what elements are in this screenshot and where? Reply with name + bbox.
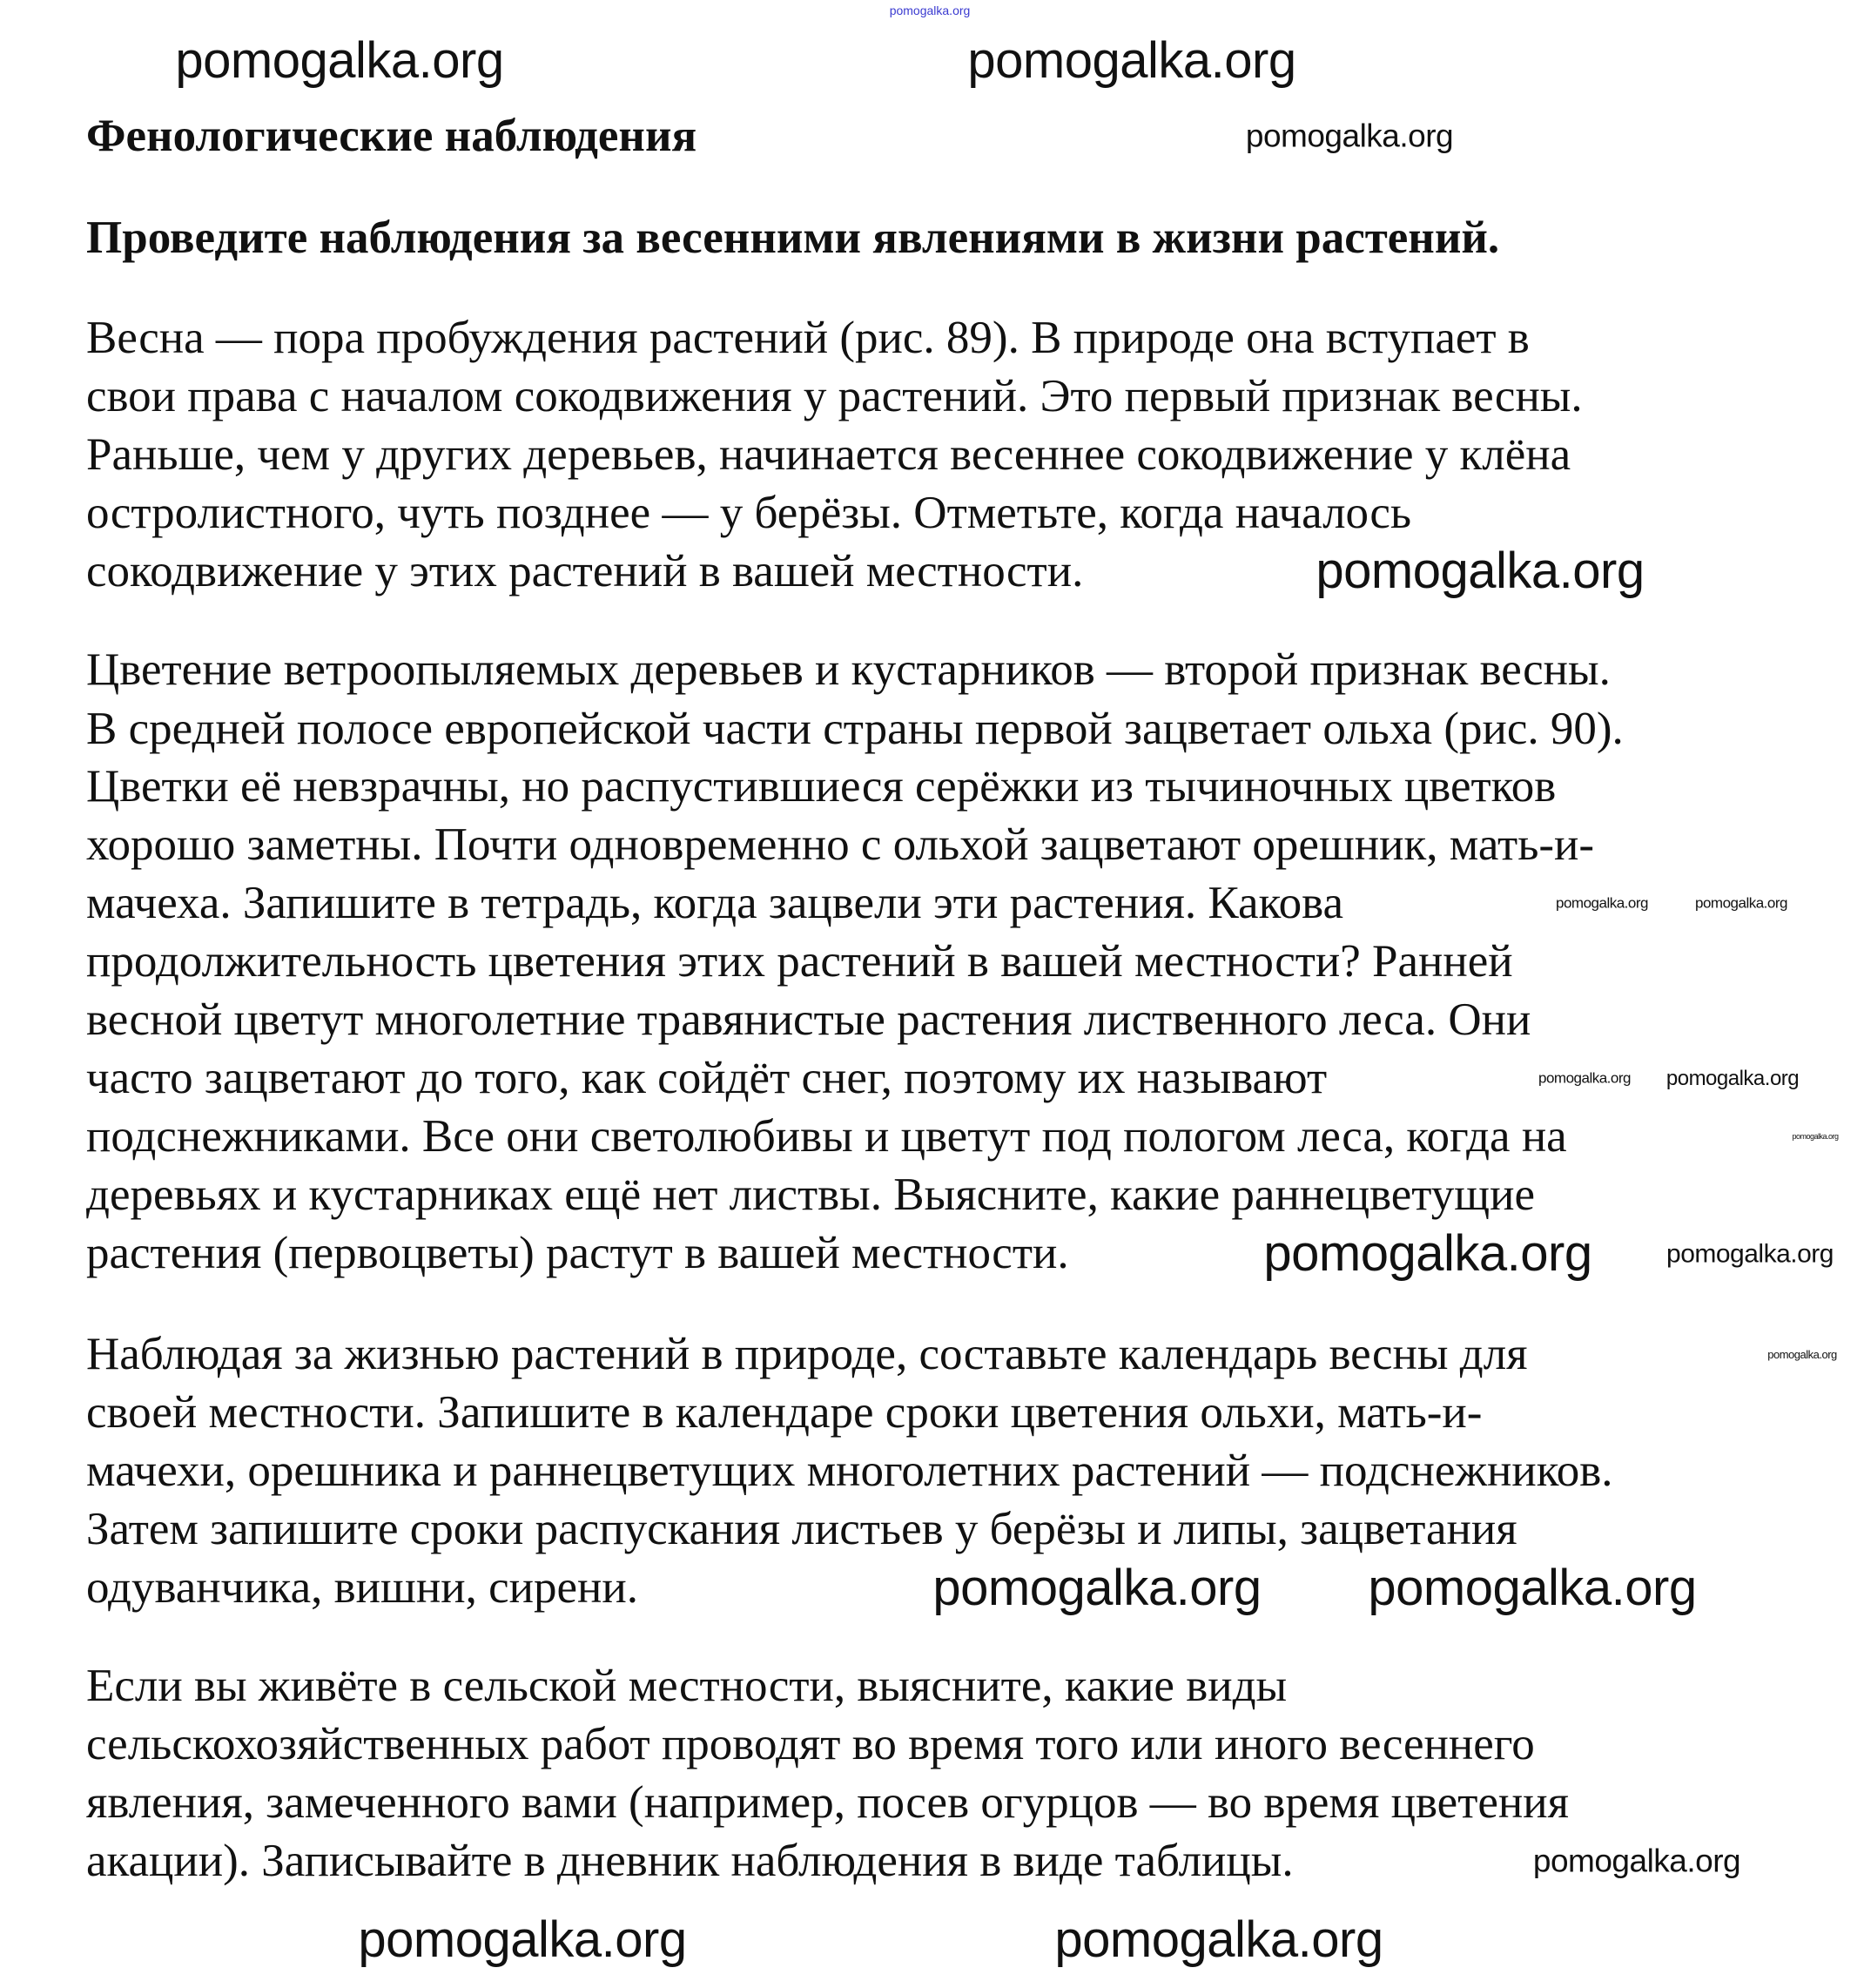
watermark: pomogalka.org (967, 32, 1296, 90)
text-line: Цветение ветроопыляемых деревьев и кустарников — второй признак весны. (86, 644, 1611, 695)
text-line: Затем запишите сроки распускания листьев у берёзы и липы, зацветания (86, 1504, 1517, 1554)
watermark: pomogalka.org (932, 1560, 1262, 1617)
text-line: мачеха. Запишите в тетрадь, когда зацвели эти растения. Какова (86, 878, 1343, 928)
watermark: pomogalka.org (1665, 1066, 1800, 1090)
watermark: pomogalka.org (1245, 118, 1454, 154)
watermark: pomogalka.org (1538, 1069, 1631, 1087)
text-line: подснежниками. Все они светолюбивы и цветут под пологом леса, когда на (86, 1111, 1567, 1162)
header-watermark: pomogalka.org (889, 3, 971, 17)
task-heading: Проведите наблюдения за весенними явлениями в жизни растений. (86, 212, 1500, 263)
text-line: хорошо заметны. Почти одновременно с ольхой зацветают орешник, мать-и- (86, 819, 1595, 870)
text-line: весной цветут многолетние травянистые растения лиственного леса. Они (86, 994, 1531, 1045)
watermark: pomogalka.org (1368, 1560, 1697, 1617)
text-line: своей местности. Запишите в календаре сроки цветения ольхи, мать-и- (86, 1387, 1483, 1438)
text-line: сельскохозяйственных работ проводят во время того или иного весеннего (86, 1719, 1535, 1769)
watermark: pomogalka.org (175, 32, 504, 90)
watermark: pomogalka.org (1767, 1347, 1837, 1361)
text-line: свои права с началом сокодвижения у растений. Это первый признак весны. (86, 371, 1583, 421)
text-line: сокодвижение у этих растений в вашей местности. (86, 546, 1084, 596)
text-line: Весна — пора пробуждения растений (рис. 89). В природе она вступает в (86, 313, 1530, 363)
text-line: часто зацветают до того, как сойдёт снег, поэтому их называют (86, 1053, 1328, 1103)
watermark: pomogalka.org (1792, 1132, 1839, 1142)
watermark: pomogalka.org (358, 1911, 687, 1969)
text-line: деревьях и кустарниках ещё нет листвы. Выясните, какие раннецветущие (86, 1169, 1535, 1220)
text-line: продолжительность цветения этих растений в вашей местности? Ранней (86, 936, 1513, 987)
watermark: pomogalka.org (1316, 542, 1645, 600)
watermark: pomogalka.org (1695, 894, 1787, 912)
watermark: pomogalka.org (1666, 1239, 1834, 1269)
text-line: Цветки её невзрачны, но распустившиеся серёжки из тычиночных цветков (86, 761, 1557, 812)
text-line: мачехи, орешника и раннецветущих многолетних растений — подснежников. (86, 1446, 1613, 1496)
text-line: растения (первоцветы) растут в вашей местности. (86, 1228, 1069, 1278)
watermark: pomogalka.org (1054, 1911, 1383, 1969)
text-line: одуванчика, вишни, сирени. (86, 1562, 638, 1613)
page-title: Фенологические наблюдения (86, 111, 697, 161)
text-line: акации). Записывайте в дневник наблюдения в виде таблицы. (86, 1836, 1294, 1886)
watermark: pomogalka.org (1556, 894, 1648, 912)
text-line: остролистного, чуть позднее — у берёзы. Отметьте, когда началось (86, 488, 1412, 538)
text-line: Наблюдая за жизнью растений в природе, составьте календарь весны для (86, 1329, 1528, 1379)
watermark: pomogalka.org (1263, 1225, 1592, 1283)
text-line: Если вы живёте в сельской местности, выясните, какие виды (86, 1661, 1288, 1711)
text-line: явления, замеченного вами (например, посев огурцов — во время цветения (86, 1777, 1569, 1828)
watermark: pomogalka.org (1532, 1843, 1741, 1879)
text-line: Раньше, чем у других деревьев, начинается весеннее сокодвижение у клёна (86, 429, 1571, 480)
text-line: В средней полосе европейской части страны первой зацветает ольха (рис. 90). (86, 704, 1624, 754)
